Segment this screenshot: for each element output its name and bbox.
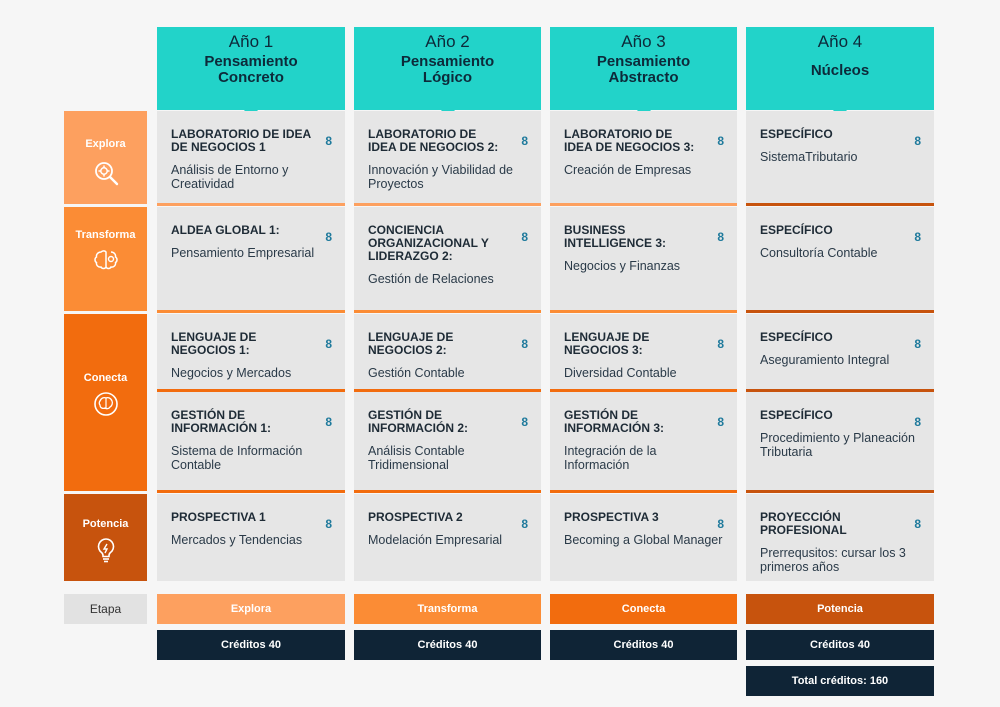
course-cell bbox=[746, 314, 934, 390]
course-credits: 8 bbox=[914, 337, 921, 351]
stage-label: Potencia bbox=[82, 518, 129, 530]
column-header-year-1 bbox=[157, 27, 345, 110]
course-title: GESTIÓN DE INFORMACIÓN 1: bbox=[171, 408, 271, 435]
course-title: LENGUAJE DE NEGOCIOS 2: bbox=[368, 330, 454, 357]
etapa-potencia: Potencia bbox=[746, 594, 934, 624]
course-title: PROSPECTIVA 3 bbox=[564, 510, 659, 524]
row-divider bbox=[157, 490, 345, 493]
course-title: LABORATORIO DE IDEA DE NEGOCIOS 3: bbox=[564, 127, 695, 154]
row-divider bbox=[550, 203, 737, 206]
course-credits: 8 bbox=[717, 134, 724, 148]
etapa-label: Etapa bbox=[64, 594, 147, 624]
course-subtitle: Mercados y Tendencias bbox=[171, 533, 303, 547]
course-subtitle: Diversidad Contable bbox=[564, 366, 677, 380]
row-divider bbox=[550, 310, 737, 313]
course-cell bbox=[746, 392, 934, 491]
course-credits: 8 bbox=[521, 517, 528, 531]
course-credits: 8 bbox=[325, 230, 332, 244]
stage-explora bbox=[64, 111, 147, 204]
row-divider bbox=[746, 203, 934, 206]
course-subtitle: Análisis Contable Tridimensional bbox=[368, 444, 465, 472]
course-credits: 8 bbox=[521, 415, 528, 429]
course-subtitle: Gestión Contable bbox=[368, 366, 465, 380]
course-title: BUSINESS INTELLIGENCE 3: bbox=[564, 223, 667, 250]
course-subtitle: Modelación Empresarial bbox=[368, 533, 503, 547]
course-cell bbox=[157, 392, 345, 491]
course-subtitle: Becoming a Global Manager bbox=[564, 533, 723, 547]
stage-potencia bbox=[64, 494, 147, 581]
column-header-year-2 bbox=[354, 27, 541, 110]
course-credits: 8 bbox=[325, 134, 332, 148]
stage-conecta bbox=[64, 314, 147, 491]
total-creditos: Total créditos: 160 bbox=[746, 666, 934, 696]
course-subtitle: Negocios y Finanzas bbox=[564, 259, 681, 273]
course-subtitle: Aseguramiento Integral bbox=[760, 353, 890, 367]
course-subtitle: Análisis de Entorno y Creatividad bbox=[171, 163, 289, 191]
course-credits: 8 bbox=[325, 415, 332, 429]
course-cell bbox=[157, 494, 345, 581]
row-divider bbox=[157, 310, 345, 313]
course-subtitle: Integración de la Información bbox=[564, 444, 657, 472]
course-title: LENGUAJE DE NEGOCIOS 3: bbox=[564, 330, 650, 357]
course-title: ESPECÍFICO bbox=[760, 223, 833, 237]
course-title: GESTIÓN DE INFORMACIÓN 3: bbox=[564, 408, 664, 435]
course-title: LABORATORIO DE IDEA DE NEGOCIOS 2: bbox=[368, 127, 499, 154]
course-title: ESPECÍFICO bbox=[760, 127, 833, 141]
course-subtitle: Procedimiento y Planeación Tributaria bbox=[760, 431, 915, 459]
course-credits: 8 bbox=[717, 230, 724, 244]
year-label: Año 4 bbox=[817, 32, 863, 51]
creditos-year-2: Créditos 40 bbox=[354, 630, 541, 660]
course-credits: 8 bbox=[717, 337, 724, 351]
course-cell bbox=[157, 207, 345, 311]
course-credits: 8 bbox=[717, 415, 724, 429]
course-subtitle: Prerrequsitos: cursar los 3 primeros años bbox=[760, 546, 906, 574]
course-subtitle: SistemaTributario bbox=[760, 150, 858, 164]
course-credits: 8 bbox=[521, 230, 528, 244]
column-title: Pensamiento Abstracto bbox=[596, 53, 691, 86]
course-title: PROSPECTIVA 2 bbox=[368, 510, 463, 524]
course-title: LENGUAJE DE NEGOCIOS 1: bbox=[171, 330, 257, 357]
brain-network-icon bbox=[92, 390, 120, 418]
creditos-year-1: Créditos 40 bbox=[157, 630, 345, 660]
brain-gear-icon bbox=[92, 246, 120, 274]
course-title: CONCIENCIA ORGANIZACIONAL Y LIDERAZGO 2: bbox=[368, 223, 489, 263]
course-cell bbox=[354, 392, 541, 491]
row-divider bbox=[354, 203, 541, 206]
row-divider bbox=[746, 490, 934, 493]
creditos-year-3: Créditos 40 bbox=[550, 630, 737, 660]
row-divider bbox=[746, 310, 934, 313]
course-cell bbox=[354, 314, 541, 390]
course-subtitle: Sistema de Información Contable bbox=[171, 444, 303, 472]
year-label: Año 3 bbox=[621, 32, 666, 51]
course-credits: 8 bbox=[914, 517, 921, 531]
course-credits: 8 bbox=[521, 134, 528, 148]
course-credits: 8 bbox=[521, 337, 528, 351]
course-credits: 8 bbox=[914, 230, 921, 244]
course-cell bbox=[746, 111, 934, 204]
stage-label: Conecta bbox=[83, 372, 128, 384]
course-cell bbox=[746, 207, 934, 311]
course-title: PROSPECTIVA 1 bbox=[171, 510, 266, 524]
course-title: ESPECÍFICO bbox=[760, 408, 833, 422]
course-cell bbox=[157, 314, 345, 390]
column-title: Pensamiento Lógico bbox=[400, 53, 495, 86]
course-cell bbox=[157, 111, 345, 204]
course-cell bbox=[550, 494, 737, 581]
course-cell bbox=[354, 207, 541, 311]
course-subtitle: Gestión de Relaciones bbox=[368, 272, 494, 286]
etapa-transforma: Transforma bbox=[354, 594, 541, 624]
course-title: ALDEA GLOBAL 1: bbox=[171, 223, 280, 237]
lightbulb-icon bbox=[92, 536, 120, 564]
course-cell bbox=[354, 111, 541, 204]
etapa-explora: Explora bbox=[157, 594, 345, 624]
column-header-year-3 bbox=[550, 27, 737, 110]
course-title: PROYECCIÓN PROFESIONAL bbox=[760, 510, 847, 537]
etapa-conecta: Conecta bbox=[550, 594, 737, 624]
course-subtitle: Consultoría Contable bbox=[760, 246, 878, 260]
course-credits: 8 bbox=[325, 517, 332, 531]
course-credits: 8 bbox=[914, 134, 921, 148]
course-credits: 8 bbox=[914, 415, 921, 429]
course-cell bbox=[550, 111, 737, 204]
course-credits: 8 bbox=[717, 517, 724, 531]
course-cell bbox=[550, 207, 737, 311]
course-subtitle: Negocios y Mercados bbox=[171, 366, 292, 380]
creditos-year-4: Créditos 40 bbox=[746, 630, 934, 660]
row-divider bbox=[157, 203, 345, 206]
course-cell bbox=[550, 392, 737, 491]
course-cell bbox=[354, 494, 541, 581]
course-subtitle: Pensamiento Empresarial bbox=[171, 246, 315, 260]
row-divider bbox=[354, 310, 541, 313]
course-title: LABORATORIO DE IDEA DE NEGOCIOS 1 bbox=[171, 127, 311, 154]
course-title: GESTIÓN DE INFORMACIÓN 2: bbox=[368, 408, 468, 435]
year-label: Año 2 bbox=[425, 32, 470, 51]
magnifier-gear-icon bbox=[92, 159, 120, 187]
column-title: Núcleos bbox=[810, 62, 870, 79]
course-subtitle: Innovación y Viabilidad de Proyectos bbox=[368, 163, 514, 191]
row-divider bbox=[550, 490, 737, 493]
course-cell bbox=[746, 494, 934, 581]
course-cell bbox=[550, 314, 737, 390]
course-credits: 8 bbox=[325, 337, 332, 351]
column-title: Pensamiento Concreto bbox=[204, 53, 298, 86]
stage-transforma bbox=[64, 207, 147, 311]
stage-label: Transforma bbox=[75, 229, 136, 241]
column-header-year-4 bbox=[746, 27, 934, 110]
year-label: Año 1 bbox=[228, 32, 274, 51]
row-divider bbox=[354, 490, 541, 493]
stage-label: Explora bbox=[85, 138, 126, 150]
course-title: ESPECÍFICO bbox=[760, 330, 833, 344]
course-subtitle: Creación de Empresas bbox=[564, 163, 692, 177]
